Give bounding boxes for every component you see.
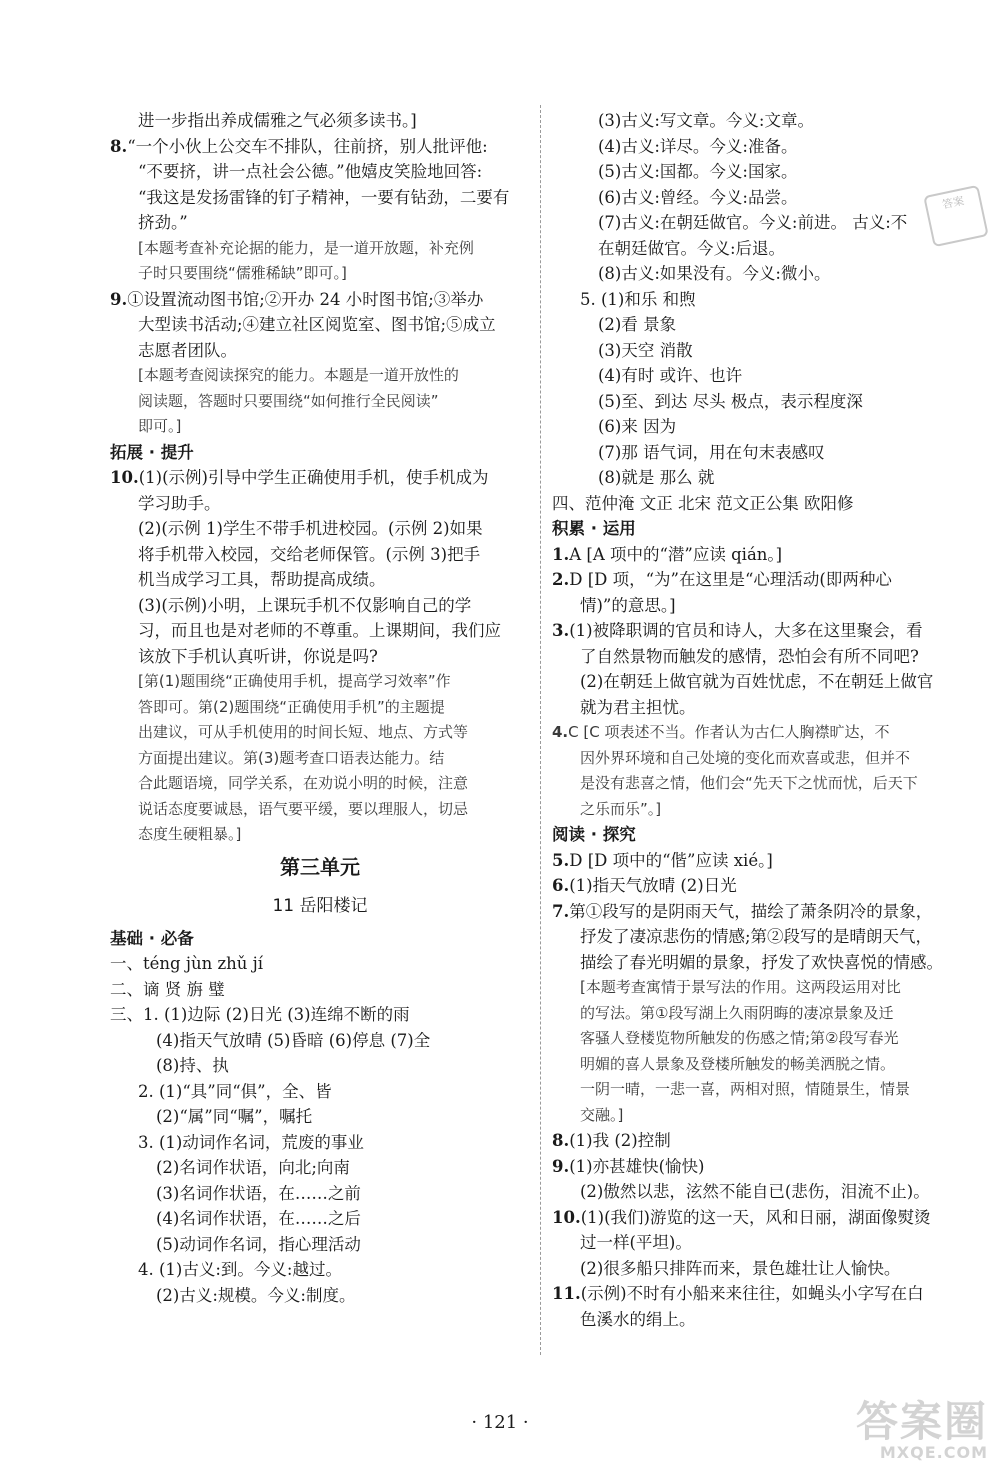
right-column-line [552, 1026, 972, 1052]
left-column-line [110, 236, 530, 262]
line-text: (3)古义:写文章。今义:文章。 [598, 111, 814, 130]
line-text: 阅读题，答题时只要围绕“如何推行全民阅读” [138, 391, 439, 410]
line-text: 第①段写的是阴雨天气，描绘了萧条阴冷的景象， [569, 901, 933, 921]
line-text: (2)“属”同“嘱”，嘱托 [156, 1107, 313, 1126]
right-column-line [552, 389, 972, 415]
line-text: 之乐而乐”。] [580, 799, 662, 818]
line-text: 5. (1)和乐 和煦 [580, 289, 696, 309]
right-column-line [552, 950, 972, 976]
left-column-line [110, 746, 530, 772]
line-text: A [A 项中的“潜”应读 qián。] [569, 544, 783, 564]
right-column-line [552, 720, 972, 746]
line-text: C [C 项表述不当。作者认为古仁人胸襟旷达，不 [568, 723, 890, 741]
line-text: 基础 · 必备 [110, 928, 194, 948]
line-text: 3. (1)动词作名词，荒废的事业 [138, 1132, 364, 1152]
right-column-line [552, 261, 972, 287]
left-column-line [110, 1028, 530, 1054]
right-column-line [552, 1256, 972, 1282]
line-text: 一、téng jùn zhǔ jí [110, 954, 264, 973]
line-text: (1)(我们)游览的这一天，风和日丽，湖面像熨烫 [580, 1207, 931, 1227]
right-column-line [552, 746, 972, 772]
left-column-line [110, 440, 530, 466]
left-column-line [110, 491, 530, 517]
left-column-line [110, 618, 530, 644]
line-text: 是没有悲喜之情，他们会“先天下之忧而忧，后天下 [580, 774, 918, 792]
line-text: (8)就是 那么 就 [598, 468, 715, 487]
line-text: [本题考查阅读探究的能力。本题是一道开放性的 [138, 366, 459, 384]
line-text: 第三单元 [280, 854, 360, 879]
left-column-line [110, 1257, 530, 1283]
line-text: 习，而且也是对老师的不尊重。上课期间，我们应 [138, 621, 501, 640]
question-number: 8. [110, 136, 128, 156]
left-column-line [110, 516, 530, 542]
left-column-line [110, 1206, 530, 1232]
left-column-line [110, 977, 530, 1003]
right-column-line [552, 975, 972, 1001]
line-text: 客骚人登楼览物所触发的伤感之情;第②段写春光 [580, 1029, 899, 1047]
line-text: (4)有时 或许、也许 [598, 366, 743, 385]
right-column-line [552, 1281, 972, 1307]
line-text: (2)在朝廷上做官就为百姓忧虑，不在朝廷上做官 [580, 672, 934, 691]
right-column-line [552, 287, 972, 313]
line-text: 描绘了春光明媚的景象，抒发了欢快喜悦的情感。 [580, 952, 943, 972]
left-column-line [110, 822, 530, 848]
line-text: [本题考查补充论据的能力，是一道开放题，补充例 [138, 238, 474, 257]
left-column-line [110, 542, 530, 568]
right-column-line [552, 1179, 972, 1205]
line-text: (8)持、执 [156, 1056, 229, 1075]
line-text: 志愿者团队。 [138, 340, 237, 360]
stamp-text: 答案 [941, 194, 966, 212]
line-text: 在朝廷做官。今义:后退。 [598, 238, 786, 258]
question-number: 2. [552, 570, 570, 589]
right-column-line [552, 1230, 972, 1256]
left-column-line [110, 926, 530, 952]
left-column-line [110, 669, 530, 695]
line-text: (5)古义:国都。今义:国家。 [598, 162, 798, 181]
left-column-line [110, 287, 530, 313]
right-column-line [552, 1154, 972, 1180]
question-number: 8. [552, 1131, 570, 1150]
line-text: 4. (1)古义:到。今义:越过。 [138, 1260, 342, 1279]
line-text: 抒发了凄凉悲伤的情感;第②段写的是晴朗天气， [580, 927, 933, 946]
line-text: (7)那 语气词，用在句末表感叹 [598, 442, 825, 462]
line-text: 阅读 · 探究 [552, 825, 636, 844]
left-column-line [110, 720, 530, 746]
line-text: 就为君主担忧。 [580, 697, 696, 717]
line-text: 大型读书活动;④建立社区阅览室、图书馆;⑤成立 [138, 315, 496, 334]
line-text: (1)被降职调的官员和诗人，大多在这里聚会，看 [569, 621, 923, 640]
site-watermark [758, 1397, 988, 1464]
right-column-line [552, 491, 972, 517]
line-text: 二、谪 贤 旃 璧 [110, 979, 225, 999]
line-text: 拓展 · 提升 [110, 442, 194, 462]
right-column-line [552, 210, 972, 236]
right-column-line [552, 542, 972, 568]
line-text: 将手机带入校园，交给老师保管。(示例 3)把手 [138, 544, 481, 564]
line-text: 挤劲。” [138, 213, 188, 232]
line-text: (2)古义:规模。今义:制度。 [156, 1285, 356, 1305]
right-column-line [552, 236, 972, 262]
left-column-line [110, 1155, 530, 1181]
question-number: 9. [552, 1156, 570, 1176]
left-column-line [110, 771, 530, 797]
line-text: (7)古义:在朝廷做官。今义:前进。 古义:不 [598, 213, 908, 232]
left-column-line [110, 593, 530, 619]
left-column-line [110, 414, 530, 440]
left-column-line [110, 1283, 530, 1309]
left-column-line [110, 1104, 530, 1130]
question-number: 5. [552, 850, 570, 870]
right-column-line [552, 797, 972, 823]
right-column-line [552, 363, 972, 389]
question-number: 10. [110, 468, 139, 487]
line-text: (4)名词作状语，在……之后 [156, 1209, 361, 1228]
line-text: (3)天空 消散 [598, 340, 693, 360]
right-column-line [552, 899, 972, 925]
left-column-line [110, 1053, 530, 1079]
question-number: 9. [110, 289, 128, 309]
right-column-line [552, 312, 972, 338]
line-text: [第(1)题围绕“正确使用手机，提高学习效率”作 [138, 672, 451, 690]
line-text: (6)来 因为 [598, 417, 677, 436]
line-text: 四、范仲淹 文正 北宋 范文正公集 欧阳修 [552, 493, 854, 513]
right-column-line [552, 1128, 972, 1154]
left-column-line [110, 695, 530, 721]
line-text: 明媚的喜人景象及登楼所触发的畅美洒脱之情。 [580, 1054, 896, 1073]
left-column-line [110, 465, 530, 491]
left-column-line [110, 1002, 530, 1028]
left-column-line [110, 312, 530, 338]
line-text: (示例)不时有小船来来往往，如蝇头小字写在白 [580, 1284, 924, 1303]
line-text: (2)(示例 1)学生不带手机进校园。(示例 2)如果 [138, 519, 483, 538]
line-text: (2)傲然以悲，泫然不能自已(悲伤，泪流不止)。 [580, 1182, 930, 1201]
left-column-line [110, 159, 530, 185]
line-text: (3)名词作状语，在……之前 [156, 1183, 361, 1203]
right-column-line [552, 134, 972, 160]
line-text: 色溪水的绢上。 [580, 1309, 696, 1329]
line-text: (1)(示例)引导中学生正确使用手机，使手机成为 [138, 468, 489, 487]
line-text: (6)古义:曾经。今义:品尝。 [598, 187, 798, 207]
line-text: 情)”的意思。] [580, 595, 676, 615]
right-column-line [552, 108, 972, 134]
line-text: (2)名词作状语，向北;向南 [156, 1158, 350, 1177]
right-column-line [552, 924, 972, 950]
line-text: (3)(示例)小明，上课玩手机不仅影响自己的学 [138, 595, 472, 615]
line-text: (1)我 (2)控制 [569, 1131, 671, 1150]
line-text: [本题考查寓情于景写法的作用。这两段运用对比 [580, 978, 901, 996]
left-column-line [110, 951, 530, 977]
line-text: (2)看 景象 [598, 315, 677, 334]
line-text: 的写法。第①段写湖上久雨阴晦的凄凉景象及迁 [580, 1003, 894, 1022]
question-number: 6. [552, 876, 570, 895]
line-text: 三、1. (1)边际 (2)日光 (3)连绵不断的雨 [110, 1005, 410, 1024]
right-column-line [552, 1077, 972, 1103]
right-column-line [552, 873, 972, 899]
column-divider [540, 105, 541, 1355]
line-text: 了自然景物而触发的感情，恐怕会有所不同吧? [580, 646, 919, 666]
question-number: 3. [552, 621, 570, 640]
line-text: “一个小伙上公交车不排队，往前挤，别人批评他: [127, 136, 488, 156]
left-column-line [110, 363, 530, 389]
right-column-line [552, 771, 972, 797]
line-text: 11 岳阳楼记 [272, 895, 368, 916]
line-text: 一阴一晴，一悲一喜，两相对照，情随景生，情景 [580, 1080, 911, 1098]
right-column-line [552, 1001, 972, 1027]
left-column-line [110, 848, 530, 886]
left-column-line [110, 886, 530, 926]
line-text: 进一步指出养成儒雅之气必须多读书。] [138, 111, 417, 130]
right-column-line [552, 848, 972, 874]
line-text: ①设置流动图书馆;②开办 24 小时图书馆;③举办 [127, 289, 484, 309]
right-column-line [552, 1103, 972, 1129]
right-column-line [552, 414, 972, 440]
line-text: “我这是发扬雷锋的钉子精神，一要有钻劲，二要有 [138, 187, 510, 207]
line-text: (4)古义:详尽。今义:准备。 [598, 136, 798, 156]
question-number: 11. [552, 1284, 581, 1303]
line-text: (4)指天气放晴 (5)昏暗 (6)停息 (7)全 [156, 1030, 431, 1050]
line-text: (5)动词作名词，指心理活动 [156, 1234, 361, 1254]
line-text: D [D 项，“为”在这里是“心理活动(即两种心 [569, 570, 892, 589]
line-text: 合此题语境，同学关系，在劝说小明的时候，注意 [138, 774, 469, 792]
left-column-line [110, 389, 530, 415]
right-column-line [552, 822, 972, 848]
page-number: · 121 · [471, 1412, 529, 1433]
watermark-url: MXQE.COM [879, 1443, 988, 1462]
question-number: 4. [552, 723, 569, 741]
left-column-line [110, 1130, 530, 1156]
watermark-logo-text: 答案圈 [855, 1397, 988, 1446]
line-text: (8)古义:如果没有。今义:微小。 [598, 264, 831, 283]
left-column-line [110, 185, 530, 211]
left-column-line [110, 338, 530, 364]
line-text: 子时只要围绕“儒雅稀缺”即可。] [138, 264, 347, 282]
line-text: “不要挤，讲一点社会公德。”他嬉皮笑脸地回答: [138, 162, 483, 181]
line-text: 方面提出建议。第(3)题考查口语表达能力。结 [138, 748, 445, 767]
line-text: 出建议，可从手机使用的时间长短、地点、方式等 [138, 723, 469, 741]
right-column-line [552, 159, 972, 185]
corner-stamp [923, 185, 989, 248]
line-text: 态度生硬粗暴。] [138, 825, 242, 843]
line-text: 即可。] [138, 417, 182, 435]
right-column-line [552, 593, 972, 619]
question-number: 10. [552, 1207, 581, 1227]
right-column-line [552, 465, 972, 491]
line-text: (1)指天气放晴 (2)日光 [569, 876, 737, 895]
line-text: 学习助手。 [138, 493, 221, 513]
question-number: 1. [552, 544, 570, 564]
question-number: 7. [552, 901, 570, 921]
left-column-line [110, 797, 530, 823]
right-column-line [552, 695, 972, 721]
right-column-line [552, 185, 972, 211]
left-column-line [110, 1181, 530, 1207]
right-column-line [552, 516, 972, 542]
line-text: 交融。] [580, 1105, 624, 1124]
left-column-line [110, 567, 530, 593]
line-text: (2)很多船只排阵而来，景色雄壮让人愉快。 [580, 1258, 901, 1278]
left-column-line [110, 644, 530, 670]
line-text: 机当成学习工具，帮助提高成绩。 [138, 570, 386, 589]
line-text: 因外界环境和自己处境的变化而欢喜或悲，但并不 [580, 748, 911, 767]
right-column-line [552, 1205, 972, 1231]
line-text: D [D 项中的“偕”应读 xié。] [569, 850, 773, 870]
left-column-line [110, 1079, 530, 1105]
right-column-line [552, 567, 972, 593]
right-column-line [552, 618, 972, 644]
left-column-line [110, 108, 530, 134]
left-column-line [110, 134, 530, 160]
line-text: (5)至、到达 尽头 极点，表示程度深 [598, 391, 863, 411]
right-column-line [552, 669, 972, 695]
right-column-line [552, 1052, 972, 1078]
line-text: (1)亦甚雄快(愉快) [569, 1156, 705, 1176]
line-text: 积累 · 运用 [552, 519, 636, 538]
line-text: 2. (1)“具”同“俱”，全、皆 [138, 1081, 332, 1101]
line-text: 答即可。第(2)题围绕“正确使用手机”的主题提 [138, 697, 445, 716]
left-column [110, 108, 530, 1308]
left-column-line [110, 1232, 530, 1258]
line-text: 该放下手机认真听讲，你说是吗? [138, 646, 378, 666]
right-column [552, 108, 972, 1332]
line-text: 说话态度要诚恳，语气要平缓，要以理服人，切忌 [138, 799, 469, 818]
left-column-line [110, 261, 530, 287]
line-text: 过一样(平坦)。 [580, 1233, 692, 1252]
right-column-line [552, 1307, 972, 1333]
right-column-line [552, 440, 972, 466]
left-column-line [110, 210, 530, 236]
right-column-line [552, 644, 972, 670]
right-column-line [552, 338, 972, 364]
